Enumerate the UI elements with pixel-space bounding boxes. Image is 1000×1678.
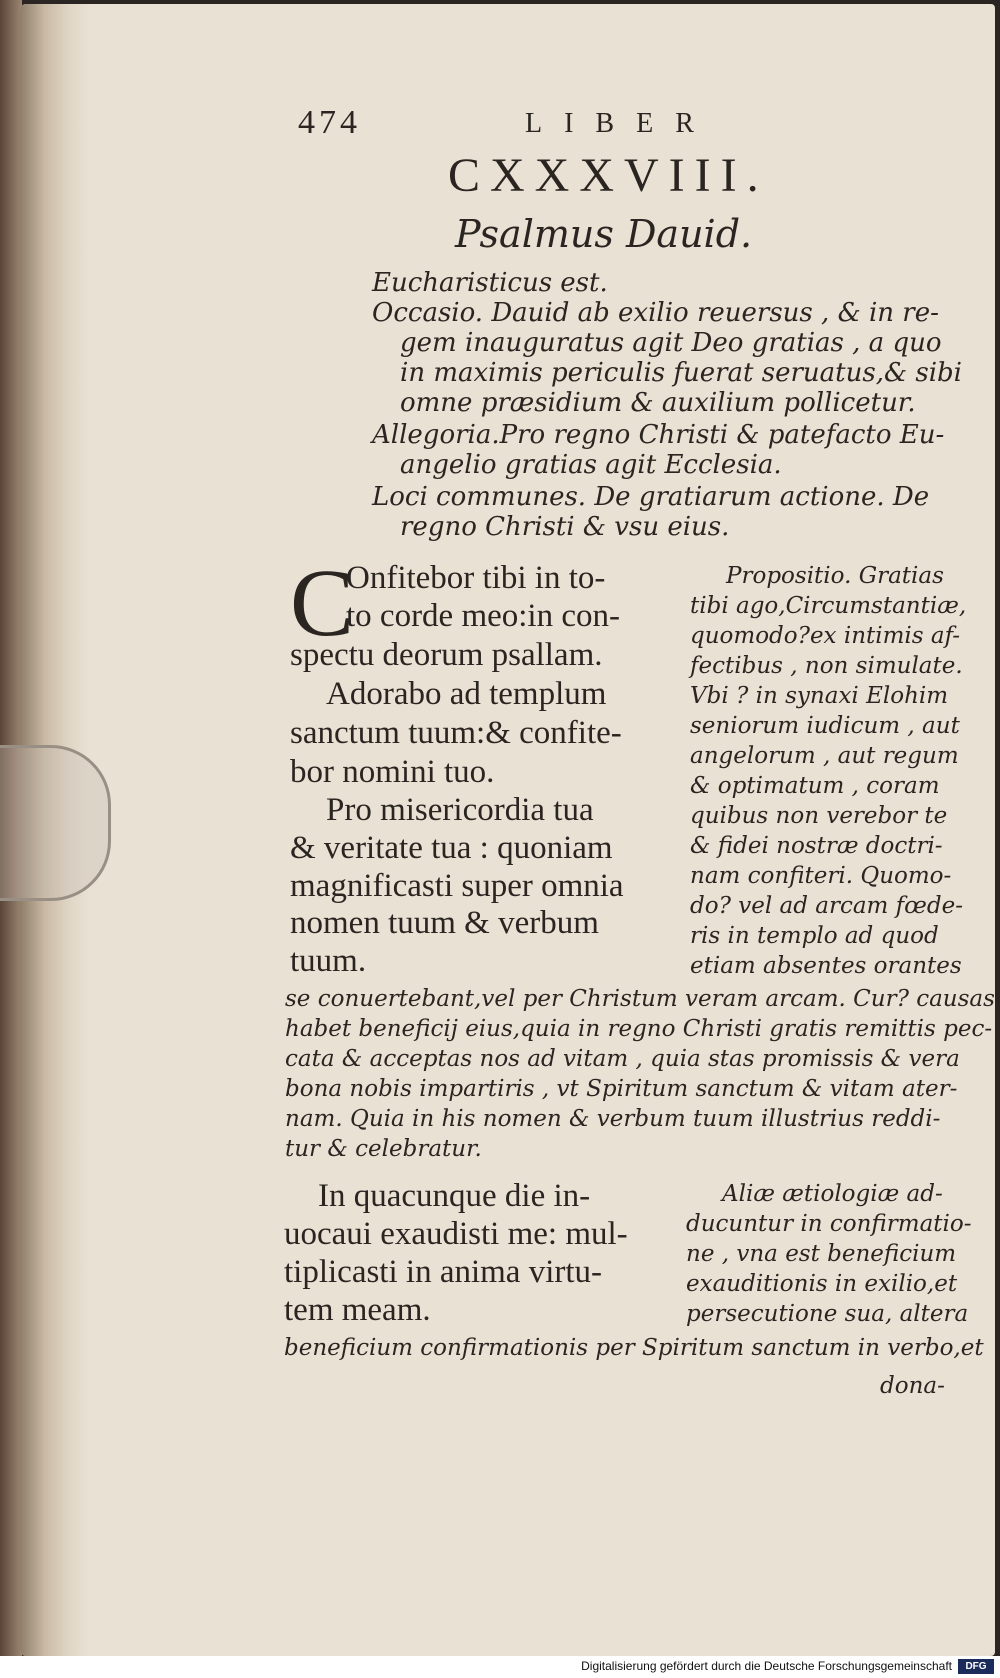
verse-line: sanctum tuum:& confite-	[290, 715, 622, 751]
verse-line: Adorabo ad templum	[326, 676, 607, 712]
verse-line: to corde meo:in con-	[346, 598, 620, 634]
verse-line: tuum.	[290, 943, 367, 979]
gloss-line: habet beneficij eius,quia in regno Christi gratis remittis pec-	[285, 1016, 993, 1042]
gloss-line: & optimatum , coram	[690, 773, 940, 799]
gloss-line: Aliæ ætiologiæ ad-	[722, 1181, 943, 1207]
running-head: LIBER	[525, 108, 716, 139]
page-number: 474	[298, 104, 361, 141]
verse-line: Onfitebor tibi in to-	[346, 560, 606, 596]
dfg-logo: DFG	[958, 1659, 994, 1674]
gloss-line: cata & acceptas nos ad vitam , quia stas promissis & vera	[285, 1046, 960, 1072]
gloss-line: tibi ago,Circumstantiæ,	[690, 593, 967, 619]
verse-line: uocaui exaudisti me: mul-	[284, 1216, 628, 1252]
gloss-line: se conuertebant,vel per Christum veram arcam. Cur? causas	[285, 986, 995, 1012]
summary-line: Eucharisticus est.	[372, 268, 608, 298]
gloss-line: persecutione sua, altera	[686, 1301, 969, 1327]
summary-line: Allegoria.Pro regno Christi & patefacto Eu-	[372, 420, 945, 450]
verse-line: tem meam.	[284, 1292, 431, 1328]
gloss-line: ne , vna est beneficium	[686, 1241, 957, 1267]
gloss-line: tur & celebratur.	[285, 1136, 482, 1162]
verse-line: & veritate tua : quoniam	[290, 830, 613, 866]
verse-line: In quacunque die in-	[318, 1178, 591, 1214]
summary-line: angelio gratias agit Ecclesia.	[400, 450, 782, 480]
summary-line: gem inauguratus agit Deo gratias , a quo	[400, 328, 942, 358]
footer-credit: Digitalisierung gefördert durch die Deutsche Forschungsgemeinschaft	[581, 1659, 952, 1673]
verse-line: bor nomini tuo.	[290, 754, 495, 790]
gloss-line: nam confiteri. Quomo-	[690, 863, 952, 889]
summary-line: Occasio. Dauid ab exilio reuersus , & in re-	[372, 298, 939, 328]
summary-line: in maximis periculis fuerat seruatus,& sibi	[400, 358, 962, 388]
gloss-line: etiam absentes orantes	[690, 953, 962, 979]
verse-line: tiplicasti in anima virtu-	[284, 1254, 603, 1290]
verse-line: spectu deorum psallam.	[290, 637, 603, 673]
verse-line: magnificasti super omnia	[290, 868, 624, 904]
gloss-line: & fidei nostræ doctri-	[690, 833, 943, 859]
verse-line: nomen tuum & verbum	[290, 905, 599, 941]
summary-line: omne præsidium & auxilium pollicetur.	[400, 388, 916, 418]
verse-line: Pro misericordia tua	[326, 792, 594, 828]
summary-line: regno Christi & vsu eius.	[400, 512, 730, 542]
catchword: dona-	[880, 1373, 945, 1399]
gloss-line: fectibus , non simulate.	[690, 653, 963, 679]
gloss-line: angelorum , aut regum	[690, 743, 959, 769]
gloss-line: ducuntur in confirmatio-	[686, 1211, 972, 1237]
summary-line: Loci communes. De gratiarum actione. De	[372, 482, 930, 512]
gloss-line: nam. Quia in his nomen & verbum tuum illustrius reddi-	[285, 1106, 941, 1132]
gloss-line: bona nobis impartiris , vt Spiritum sanctum & vitam ater-	[285, 1076, 958, 1102]
footer-bar	[0, 1656, 1000, 1678]
gloss-line: exauditionis in exilio,et	[686, 1271, 958, 1297]
gloss-line: quibus non verebor te	[690, 803, 948, 829]
page-clip	[0, 745, 111, 901]
gloss-line: Propositio. Gratias	[726, 563, 944, 589]
gloss-line: beneficium confirmationis per Spiritum sanctum in verbo,et	[284, 1335, 984, 1361]
chapter-subtitle: Psalmus Dauid.	[455, 212, 753, 256]
gloss-line: seniorum iudicum , aut	[690, 713, 960, 739]
drop-cap: C	[290, 549, 355, 656]
gloss-line: Vbi ? in synaxi Elohim	[690, 683, 949, 709]
gloss-line: quomodo?ex intimis af-	[690, 623, 961, 649]
gloss-line: ris in templo ad quod	[690, 923, 939, 949]
chapter-title: CXXXVIII.	[448, 149, 769, 202]
gloss-line: do? vel ad arcam fœde-	[690, 893, 964, 919]
